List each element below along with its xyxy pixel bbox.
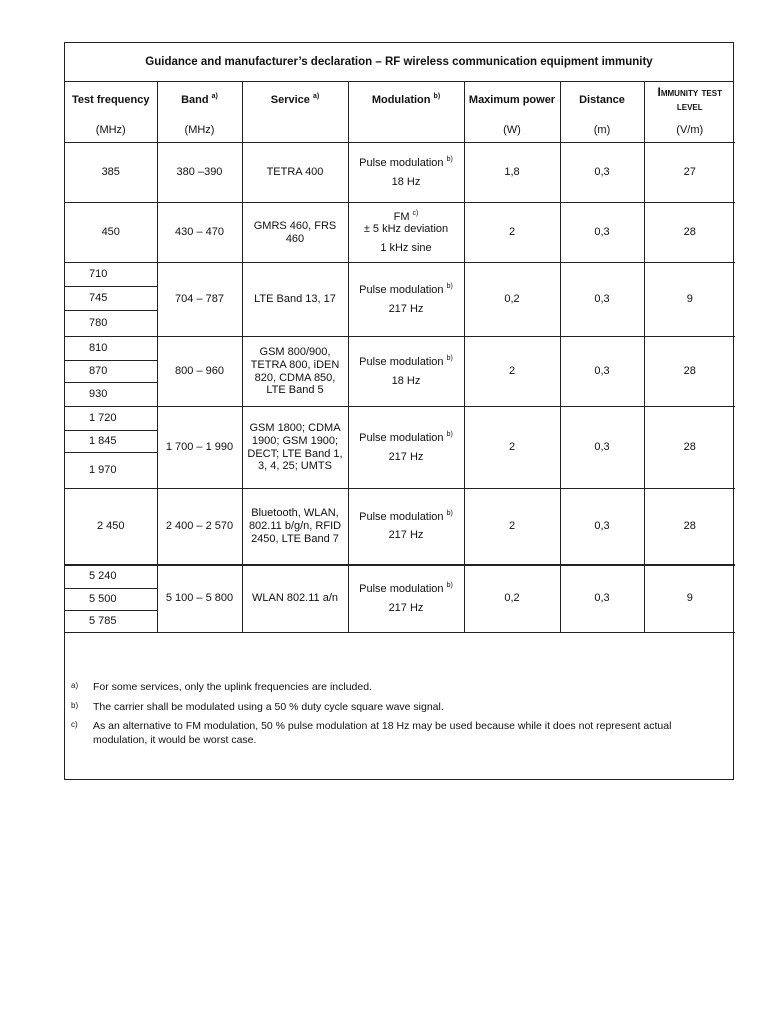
table-row — [65, 489, 735, 565]
cell-test-frequency: 2 450 — [65, 489, 157, 565]
cell-maximum-power: 2 — [464, 489, 560, 565]
cell-band: 380 –390 — [157, 143, 242, 203]
unit-distance: (m) — [560, 118, 644, 143]
cell-test-frequency: 745 — [65, 287, 157, 311]
modulation-type: Pulse modulation — [359, 283, 444, 296]
cell-service: LTE Band 13, 17 — [242, 263, 348, 337]
footnote-mark: c) — [71, 720, 78, 730]
table-title: Guidance and manufacturer’s declaration – RF wireless communication equipment immunity — [65, 43, 733, 82]
cell-test-frequency: 5 500 — [65, 589, 157, 611]
header-distance: Distance — [560, 82, 644, 118]
modulation-frequency: 1 kHz sine — [380, 241, 432, 254]
cell-service: GSM 1800; CDMA 1900; GSM 1900; DECT; LTE Band 1, 3, 4, 25; UMTS — [242, 407, 348, 489]
table-row — [65, 407, 735, 431]
cell-test-frequency: 870 — [65, 361, 157, 383]
modulation-note: b) — [446, 582, 453, 590]
cell-immunity-test-level: 28 — [644, 407, 735, 489]
cell-distance: 0,3 — [560, 203, 644, 263]
cell-test-frequency: 5 785 — [65, 611, 157, 633]
cell-test-frequency: 710 — [65, 263, 157, 287]
cell-modulation — [348, 263, 464, 337]
footnotes — [65, 633, 733, 748]
cell-test-frequency: 780 — [65, 311, 157, 337]
cell-immunity-test-level: 28 — [644, 203, 735, 263]
unit-maximum-power: (W) — [464, 118, 560, 143]
header-band: Band $^{a)}$ — [157, 82, 242, 118]
rf-immunity-table — [65, 82, 735, 633]
cell-service: GSM 800/900, TETRA 800, iDEN 820, CDMA 850, LTE Band 5 — [242, 337, 348, 407]
modulation-note: b) — [446, 430, 453, 438]
table-row — [65, 565, 735, 589]
cell-test-frequency: 1 970 — [65, 453, 157, 489]
cell-maximum-power: 2 — [464, 407, 560, 489]
footnote-mark: b) — [71, 700, 79, 710]
modulation-frequency: 217 Hz — [388, 529, 424, 542]
modulation-frequency: 217 Hz — [388, 450, 424, 463]
modulation-frequency: 18 Hz — [391, 175, 421, 188]
unit-test-frequency: (MHz) — [65, 118, 157, 143]
units-row — [65, 118, 735, 143]
cell-test-frequency: 810 — [65, 337, 157, 361]
cell-immunity-test-level: 9 — [644, 263, 735, 337]
unit-service — [242, 118, 348, 143]
cell-band: 1 700 – 1 990 — [157, 407, 242, 489]
table-row — [65, 263, 735, 287]
cell-modulation — [348, 203, 464, 263]
rf-immunity-table-document — [64, 42, 734, 780]
modulation-type: Pulse modulation — [359, 583, 444, 596]
modulation-type: FM — [393, 210, 410, 223]
modulation-type: Pulse modulation — [359, 355, 444, 368]
cell-band: 430 – 470 — [157, 203, 242, 263]
footnote — [71, 720, 727, 747]
modulation-note: b) — [446, 282, 453, 290]
cell-maximum-power: 2 — [464, 337, 560, 407]
modulation-type: Pulse modulation — [359, 510, 444, 523]
cell-modulation — [348, 565, 464, 633]
cell-service: WLAN 802.11 a/n — [242, 565, 348, 633]
modulation-note: c) — [412, 209, 419, 217]
cell-service: TETRA 400 — [242, 143, 348, 203]
footnote — [71, 681, 727, 695]
modulation-frequency: 217 Hz — [388, 302, 424, 315]
cell-maximum-power: 1,8 — [464, 143, 560, 203]
cell-modulation — [348, 337, 464, 407]
cell-test-frequency: 1 845 — [65, 431, 157, 453]
cell-service: Bluetooth, WLAN, 802.11 b/g/n, RFID 2450, LTE Band 7 — [242, 489, 348, 565]
cell-test-frequency: 930 — [65, 383, 157, 407]
cell-test-frequency: 385 — [65, 143, 157, 203]
header-immunity-test-level: Immunity test level — [644, 82, 735, 118]
cell-immunity-test-level: 9 — [644, 565, 735, 633]
cell-distance: 0,3 — [560, 489, 644, 565]
cell-distance: 0,3 — [560, 143, 644, 203]
unit-immunity-test-level: (V/m) — [644, 118, 735, 143]
cell-distance: 0,3 — [560, 565, 644, 633]
header-test-frequency: Test frequency — [65, 82, 157, 118]
header-maximum-power: Maximum power — [464, 82, 560, 118]
table-row — [65, 203, 735, 263]
cell-distance: 0,3 — [560, 337, 644, 407]
cell-test-frequency: 5 240 — [65, 565, 157, 589]
cell-maximum-power: 0,2 — [464, 263, 560, 337]
footnote-text: For some services, only the uplink frequencies are included. — [93, 681, 372, 693]
table-body — [65, 143, 735, 633]
cell-modulation — [348, 143, 464, 203]
cell-band: 5 100 – 5 800 — [157, 565, 242, 633]
modulation-type: Pulse modulation — [359, 431, 444, 444]
footnote-text: The carrier shall be modulated using a 50 % duty cycle square wave signal. — [93, 700, 444, 713]
cell-immunity-test-level: 28 — [644, 489, 735, 565]
cell-test-frequency: 1 720 — [65, 407, 157, 431]
header-row — [65, 82, 735, 118]
modulation-deviation: ± 5 kHz deviation — [363, 223, 449, 236]
cell-band: 2 400 – 2 570 — [157, 489, 242, 565]
modulation-note: b) — [446, 354, 453, 362]
modulation-frequency: 217 Hz — [388, 601, 424, 614]
cell-immunity-test-level: 27 — [644, 143, 735, 203]
table-row — [65, 337, 735, 361]
modulation-note: b) — [446, 155, 453, 163]
cell-modulation — [348, 489, 464, 565]
unit-modulation — [348, 118, 464, 143]
cell-modulation — [348, 407, 464, 489]
modulation-type: Pulse modulation — [359, 156, 444, 169]
cell-band: 704 – 787 — [157, 263, 242, 337]
modulation-frequency: 18 Hz — [391, 374, 421, 387]
unit-band: (MHz) — [157, 118, 242, 143]
cell-maximum-power: 0,2 — [464, 565, 560, 633]
cell-test-frequency: 450 — [65, 203, 157, 263]
footnote — [71, 701, 727, 715]
modulation-note: b) — [446, 509, 453, 517]
header-service: Service $^{a)}$ — [242, 82, 348, 118]
cell-service: GMRS 460, FRS 460 — [242, 203, 348, 263]
cell-distance: 0,3 — [560, 407, 644, 489]
cell-band: 800 – 960 — [157, 337, 242, 407]
footnote-text: As an alternative to FM modulation, 50 % pulse modulation at 18 Hz may be used because while it does not represent actual modulation, it would be worst case. — [93, 720, 672, 746]
cell-maximum-power: 2 — [464, 203, 560, 263]
footnote-mark: a) — [71, 681, 79, 690]
table-row — [65, 143, 735, 203]
header-modulation: Modulation $^{b)}$ — [348, 82, 464, 118]
cell-immunity-test-level: 28 — [644, 337, 735, 407]
cell-distance: 0,3 — [560, 263, 644, 337]
